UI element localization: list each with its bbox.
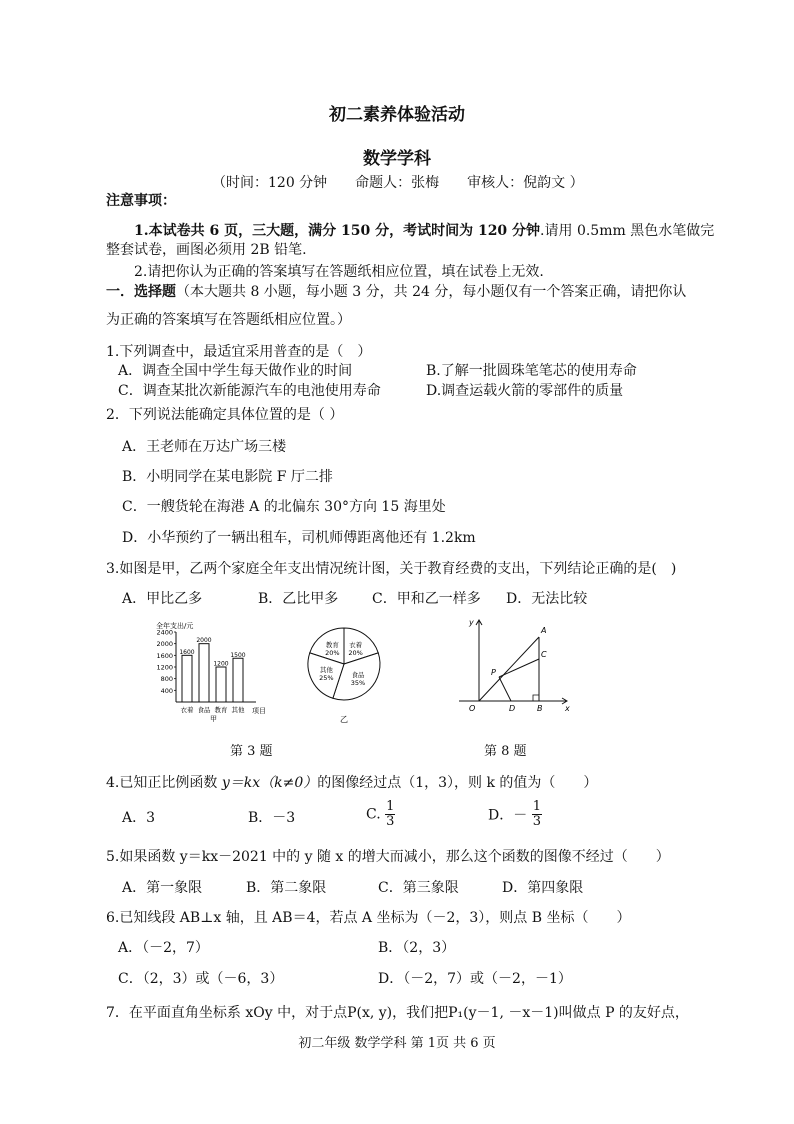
q4-c-numerator: 1 [386,799,395,814]
pie-slice-label: 其他 [319,665,333,674]
notes-line1-rest: .请用 0.5mm 黑色水笔做完 [540,223,715,239]
bar-ytick-label: 1200 [156,663,173,672]
q6-option-b: B．（2，3） [378,940,456,956]
bar-value-label: 1200 [213,660,229,668]
q4-stem-start: 4.已知正比例函数 [106,775,222,791]
label-a: A [541,626,547,635]
section1-desc: （本大题共 8 小题，每小题 3 分，共 24 分，每小题仅有一个答案正确，请把你认 [176,284,687,300]
label-c: C [541,650,547,659]
page-footer: 初二年级 数学学科 第 1页 共 6 页 [298,1036,496,1051]
label-o: O [469,704,476,713]
q5-stem: 5.如果函数 y＝kx－2021 中的 y 随 x 的增大而减小，那么这个函数的图像不经过（ ） [106,849,670,865]
figure8-diagram [455,615,575,715]
bar-value-label: 2000 [196,637,212,645]
segment-pd [499,677,511,701]
bar-教育 [216,667,226,702]
q1-option-c: C．调查某批次新能源汽车的电池使用寿命 [118,383,381,399]
q3-option-d: D．无法比较 [506,591,588,607]
pie-slice-percent: 25% [319,673,334,682]
q6-stem: 6.已知线段 AB⊥x 轴，且 AB＝4，若点 A 坐标为（－2，3），则点 B 坐标（ ） [106,910,631,926]
q1-option-b: B.了解一批圆珠笔笔芯的使用寿命 [426,363,637,379]
bar-category-label: 食品 [197,706,211,714]
bar-其他 [233,658,243,702]
bar-ytick-label: 1600 [156,651,173,660]
q5-option-c: C．第三象限 [378,880,459,896]
pie-slice-label: 教育 [325,640,339,649]
pie-slice-label: 衣着 [349,640,363,649]
segment-pc [499,659,539,677]
q4-option-c-prefix: C. [366,806,381,823]
bar-ytick-label: 400 [160,686,173,695]
section1-desc-cont: 为正确的答案填写在答题纸相应位置。） [106,312,351,328]
bar-食品 [199,644,209,702]
exam-title: 初二素养体验活动 [329,105,465,125]
q2-option-b: B．小明同学在某电影院 F 厅二排 [122,469,333,485]
pie-slice-percent: 35% [350,679,366,688]
fig3-caption: 第 3 题 [230,744,273,759]
q4-option-a: A．3 [122,810,156,826]
q6-option-d: D．（－2，7）或（－2，－1） [378,971,572,987]
exam-meta: （时间：120 分钟 命题人：张梅 审核人：倪韵文 ） [212,175,584,191]
q4-option-c [366,800,395,829]
q4-option-b: B．－3 [248,810,296,826]
q7-stem: 7．在平面直角坐标系 xOy 中，对于点P(x, y)，我们把P₁(y－1, －x－1)叫做点 P 的友好点， [106,1005,689,1021]
q4-d-numerator: 1 [532,799,541,814]
q4-stem-end: 的图像经过点（1，3），则 k 的值为（ ） [317,775,598,791]
bar-衣着 [182,655,192,702]
notes-line1 [134,220,714,240]
q1-option-a: A．调查全国中学生每天做作业的时间 [118,363,353,379]
q2-option-a: A．王老师在万达广场三楼 [122,439,287,455]
bar-chart-jia [150,616,280,722]
pie-caption: 乙 [340,715,348,724]
q5-option-b: B．第二象限 [246,880,327,896]
pie-chart-yi [304,618,384,728]
q4-option-d-prefix: D．－ [488,807,528,824]
pie-slice-percent: 20% [348,648,363,657]
bar-ytick-label: 800 [160,675,173,684]
subject-title: 数学学科 [363,149,431,169]
q2-stem: 2．下列说法能确定具体位置的是（ ） [106,407,344,423]
bar-value-label: 1600 [179,648,195,656]
q1-stem: 1.下列调查中，最适宜采用普查的是（ ） [106,344,372,360]
bar-xlabel: 项目 [252,707,266,715]
pie-slice-percent: 20% [325,648,340,657]
q5-option-a: A．第一象限 [122,880,203,896]
q4-option-d-fraction [532,800,542,829]
q2-option-c: C．一艘货轮在海港 A 的北偏东 30°方向 15 海里处 [122,499,446,515]
label-p: P [491,668,496,677]
notes-line2: 2.请把你认为正确的答案填写在答题纸相应位置，填在试卷上无效. [134,264,544,280]
pie-slice-label: 食品 [351,671,365,680]
bar-caption: 甲 [210,715,217,722]
bar-category-label: 其他 [231,706,245,714]
q2-option-d: D．小华预约了一辆出租车，司机师傅距离他还有 1.2km [122,530,476,546]
q4-d-denominator: 3 [532,814,541,829]
q4-option-d [488,800,542,829]
bar-ytick-label: 2000 [156,640,173,649]
bar-value-label: 1500 [230,651,246,659]
q4-c-denominator: 3 [386,814,395,829]
label-b: B [537,704,543,713]
q4-option-c-fraction [385,800,395,829]
bar-category-label: 教育 [214,706,228,714]
label-y: y [469,618,474,627]
section1-line1 [106,281,686,301]
q3-option-c: C．甲和乙一样多 [372,591,481,607]
section1-heading: 一．选择题 [106,284,176,300]
q4-function: y＝kx（k≠0） [221,775,318,791]
right-angle-mark [533,695,539,701]
bar-chart-title: 全年支出/元 [156,622,194,630]
q1-option-d: D.调查运载火箭的零部件的质量 [426,383,624,399]
fig8-caption: 第 8 题 [484,744,527,759]
notes-line1-bold: 1.本试卷共 6 页，三大题，满分 150 分，考试时间为 120 分钟 [134,223,541,239]
segment-oa [479,637,539,701]
notes-heading: 注意事项： [106,193,176,209]
q6-option-c: C．（2，3）或（－6，3） [118,971,284,987]
label-x: x [565,704,570,713]
bar-category-label: 衣着 [180,706,194,714]
q3-option-a: A．甲比乙多 [122,591,203,607]
notes-line1-cont: 整套试卷，画图必须用 2B 铅笔. [106,242,307,258]
label-d: D [509,704,516,713]
q4-stem [106,772,597,792]
q3-stem: 3.如图是甲，乙两个家庭全年支出情况统计图，关于教育经费的支出，下列结论正确的是( ) [106,561,677,577]
bar-ytick-label: 2400 [156,628,173,637]
q3-option-b: B．乙比甲多 [258,591,339,607]
q6-option-a: A．（－2，7） [118,940,209,956]
q5-option-d: D．第四象限 [502,880,584,896]
